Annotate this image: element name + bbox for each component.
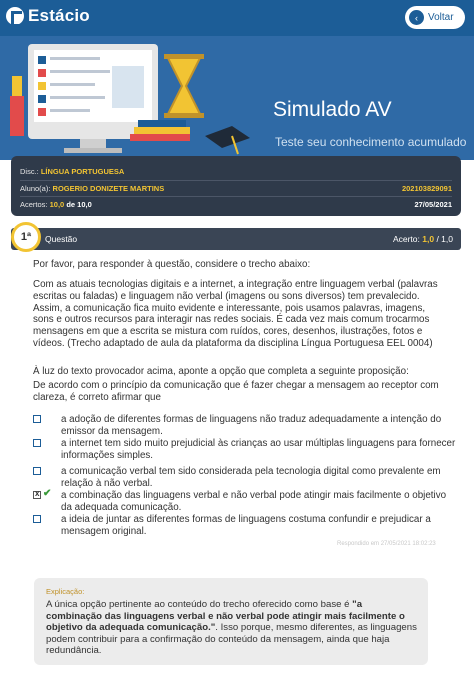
chevron-left-icon: ‹ — [409, 10, 424, 25]
explanation-highlight: "a combinação das linguagens verbal e não verbal pode atingir mais facilmente o objetivo da adequada comunicação." — [46, 599, 405, 634]
back-button[interactable] — [405, 6, 465, 29]
explanation-text — [46, 599, 420, 657]
logo-text: Estácio — [28, 6, 90, 25]
explanation-box — [34, 578, 428, 665]
option-checkbox-checked[interactable] — [33, 491, 41, 499]
divider — [20, 196, 452, 197]
answered-timestamp: Respondido em 27/05/2021 18:02:23 — [337, 541, 436, 547]
explanation-part-2: . Isso porque, mesmo diferentes, as linguagens podem contribuir para a confirmação do conteúdo da mensagem, ainda que haja redundância. — [46, 622, 417, 657]
score-value: 10,0 — [49, 200, 65, 209]
question-prompt: À luz do texto provocador acima, aponte a opção que completa a seguinte proposição: — [33, 366, 409, 377]
estacio-logo-icon — [6, 7, 24, 25]
discipline-label: Disc.: — [20, 167, 39, 176]
student-id: 202103829091 — [401, 184, 452, 193]
explanation-title: Explicação: — [46, 587, 85, 596]
question-score — [393, 234, 453, 244]
question-intro: Por favor, para responder à questão, considere o trecho abaixo: — [33, 259, 311, 270]
page-title: Simulado AV — [273, 98, 392, 121]
question-score-value: 1,0 — [422, 234, 435, 244]
question-excerpt: Com as atuais tecnologias digitais e a internet, a integração entre linguagem verbal (palavras escritas ou faladas) e linguagem não verbal (imagens ou sons diversos) tem prevalecido. Assim, a comunicação fica muito evidente e interessante, pois usamos palavras, imagens, sons e outros recursos para interagir nas redes sociais. É cada vez mais comum trocarmos mensagens em que a escrita se mistura com ruídos, cores, desenhos, ilustrações, fotos e vídeos. (Trecho adaptado de aula da plataforma da disciplina Língua Portuguesa EEL 0004) — [33, 279, 438, 349]
student-row — [20, 184, 452, 193]
explanation-part-1: A única opção pertinente ao conteúdo do trecho oferecido como base é — [46, 599, 353, 610]
page-subtitle: Teste seu conhecimento acumulado — [275, 135, 467, 149]
study-illustration — [0, 36, 250, 160]
correct-check-icon: ✔ — [43, 488, 52, 499]
option-checkbox[interactable] — [33, 439, 41, 447]
discipline-row — [20, 167, 452, 176]
option-checkbox[interactable] — [33, 515, 41, 523]
question-statement: De acordo com o princípio da comunicação que é fazer chegar a mensagem ao receptor com clareza, é correto afirmar que — [33, 380, 439, 403]
student-name: ROGERIO DONIZETE MARTINS — [52, 184, 165, 193]
score-row — [20, 200, 452, 209]
question-number-badge: 1ª — [11, 222, 41, 252]
student-info-card — [11, 156, 461, 216]
option-checkbox[interactable] — [33, 415, 41, 423]
option-text: a adoção de diferentes formas de linguagens não traduz adequadamente a intenção do emissor da mensagem. — [61, 414, 442, 437]
option-text: a internet tem sido muito prejudicial às crianças ao usar múltiplas linguagens para fornecer informações simples. — [61, 438, 456, 461]
option-text: a ideia de juntar as diferentes formas de linguagens costuma confundir e prejudicar a mensagem original. — [61, 514, 431, 537]
discipline-value: LÍNGUA PORTUGUESA — [40, 167, 125, 176]
option-checkbox[interactable] — [33, 467, 41, 475]
question-score-total: / 1,0 — [436, 234, 453, 244]
option-text: a combinação das linguagens verbal e não verbal pode atingir mais facilmente o objetivo da adequada comunicação. — [61, 490, 447, 513]
top-bar — [0, 0, 474, 36]
exam-date: 27/05/2021 — [414, 200, 452, 209]
option-text: a comunicação verbal tem sido considerada pela tecnologia digital como prevalente em relação à não verbal. — [61, 466, 441, 489]
divider — [20, 180, 452, 181]
back-label: Voltar — [428, 12, 454, 23]
banner — [0, 36, 474, 160]
estacio-logo[interactable] — [6, 6, 90, 26]
student-label: Aluno(a): — [20, 184, 51, 193]
question-score-label: Acerto: — [392, 234, 420, 244]
score-total: de 10,0 — [66, 200, 92, 209]
question-header — [11, 228, 461, 250]
question-label: Questão — [45, 234, 78, 244]
score-label: Acertos: — [20, 200, 48, 209]
